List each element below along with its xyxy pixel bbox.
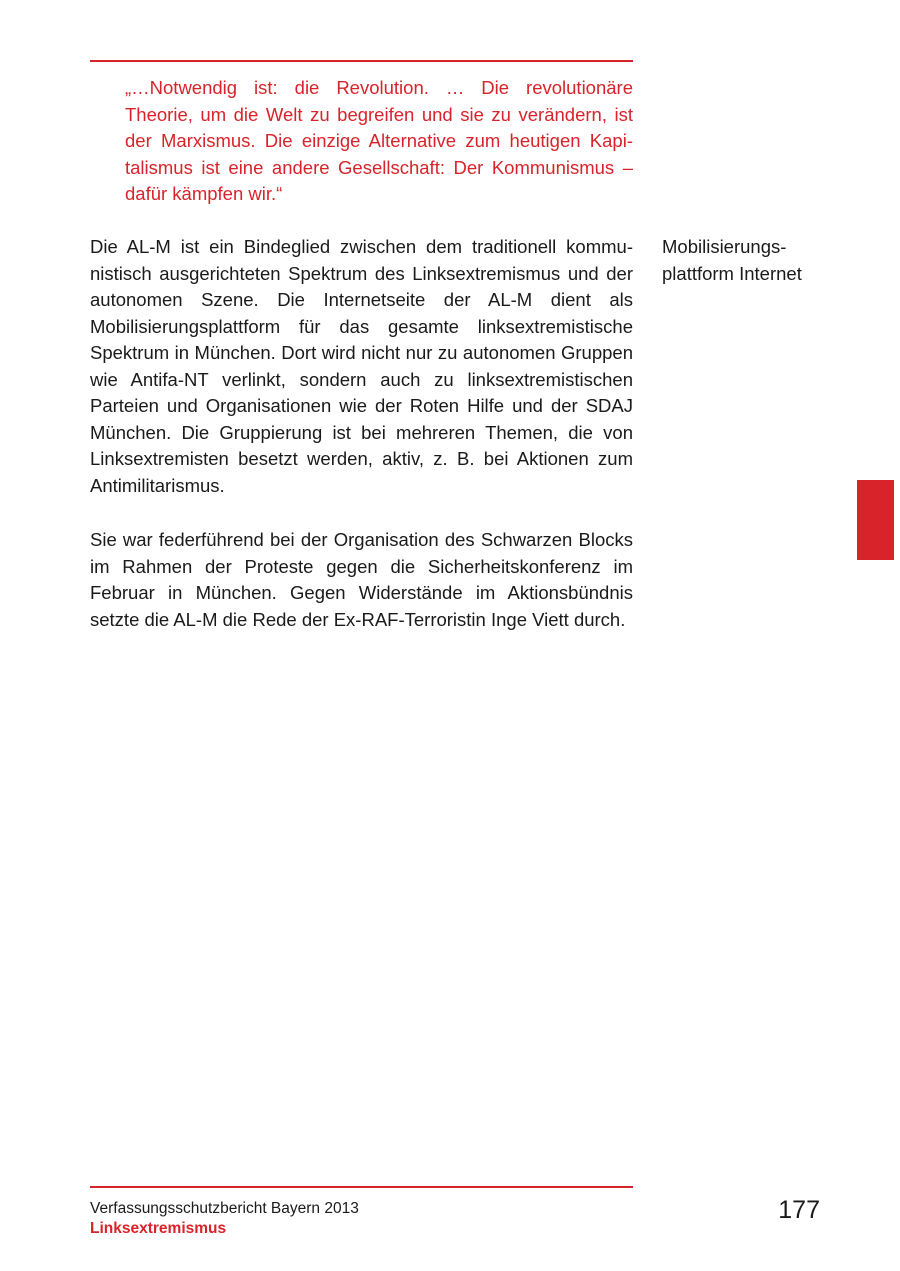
- body-paragraph-1: Die AL-M ist ein Bindeglied zwischen dem traditionell kommunistisch ausgerichteten Spektrum des Linksextremismus und der autonomen Szene. Die Internetseite der AL-M dient als Mobilisierungsplattform für das gesamte linksextremistische Spektrum in München. Dort wird nicht nur zu autonomen Gruppen wie Antifa-NT verlinkt, sondern auch zu linksextremistischen Parteien und Organisationen wie der Roten Hilfe und der SDAJ München. Die Gruppierung ist bei mehreren Themen, die von Linksextremisten besetzt werden, aktiv, z. B. bei Aktionen zum Antimilitarismus.: [90, 236, 633, 496]
- body-paragraph-2: Sie war federführend bei der Organisation des Schwarzen Blocks im Rahmen der Proteste gegen die Sicherheitskonferenz im Februar in München. Gegen Widerstände im Aktionsbündnis setzte die AL-M die Rede der Ex-RAF-Terroristin Inge Viett durch.: [90, 529, 633, 630]
- footer-divider-line: [90, 1186, 633, 1188]
- footer-publication-title: Verfassungsschutzbericht Bayern 2013: [90, 1200, 359, 1217]
- margin-note-line-2: plattform Internet: [662, 262, 802, 284]
- margin-note-line-1: Mobilisierungs-: [662, 236, 787, 257]
- page-number: 177: [778, 1196, 820, 1224]
- margin-note: [662, 234, 862, 287]
- quote-block: „…Notwendig ist: die Revolution. … Die revolutionäre Theorie, um die Welt zu begreifen und sie zu verändern, ist der Marxismus. Die einzige Alternative zum heutigen Kapitalismus ist eine andere Gesellschaft: Der Kommunismus – dafür kämpfen wir.“: [125, 77, 633, 204]
- footer-section-name: Linksextremismus: [90, 1220, 227, 1237]
- top-divider-line: [90, 60, 633, 62]
- chapter-side-tab: [857, 480, 894, 560]
